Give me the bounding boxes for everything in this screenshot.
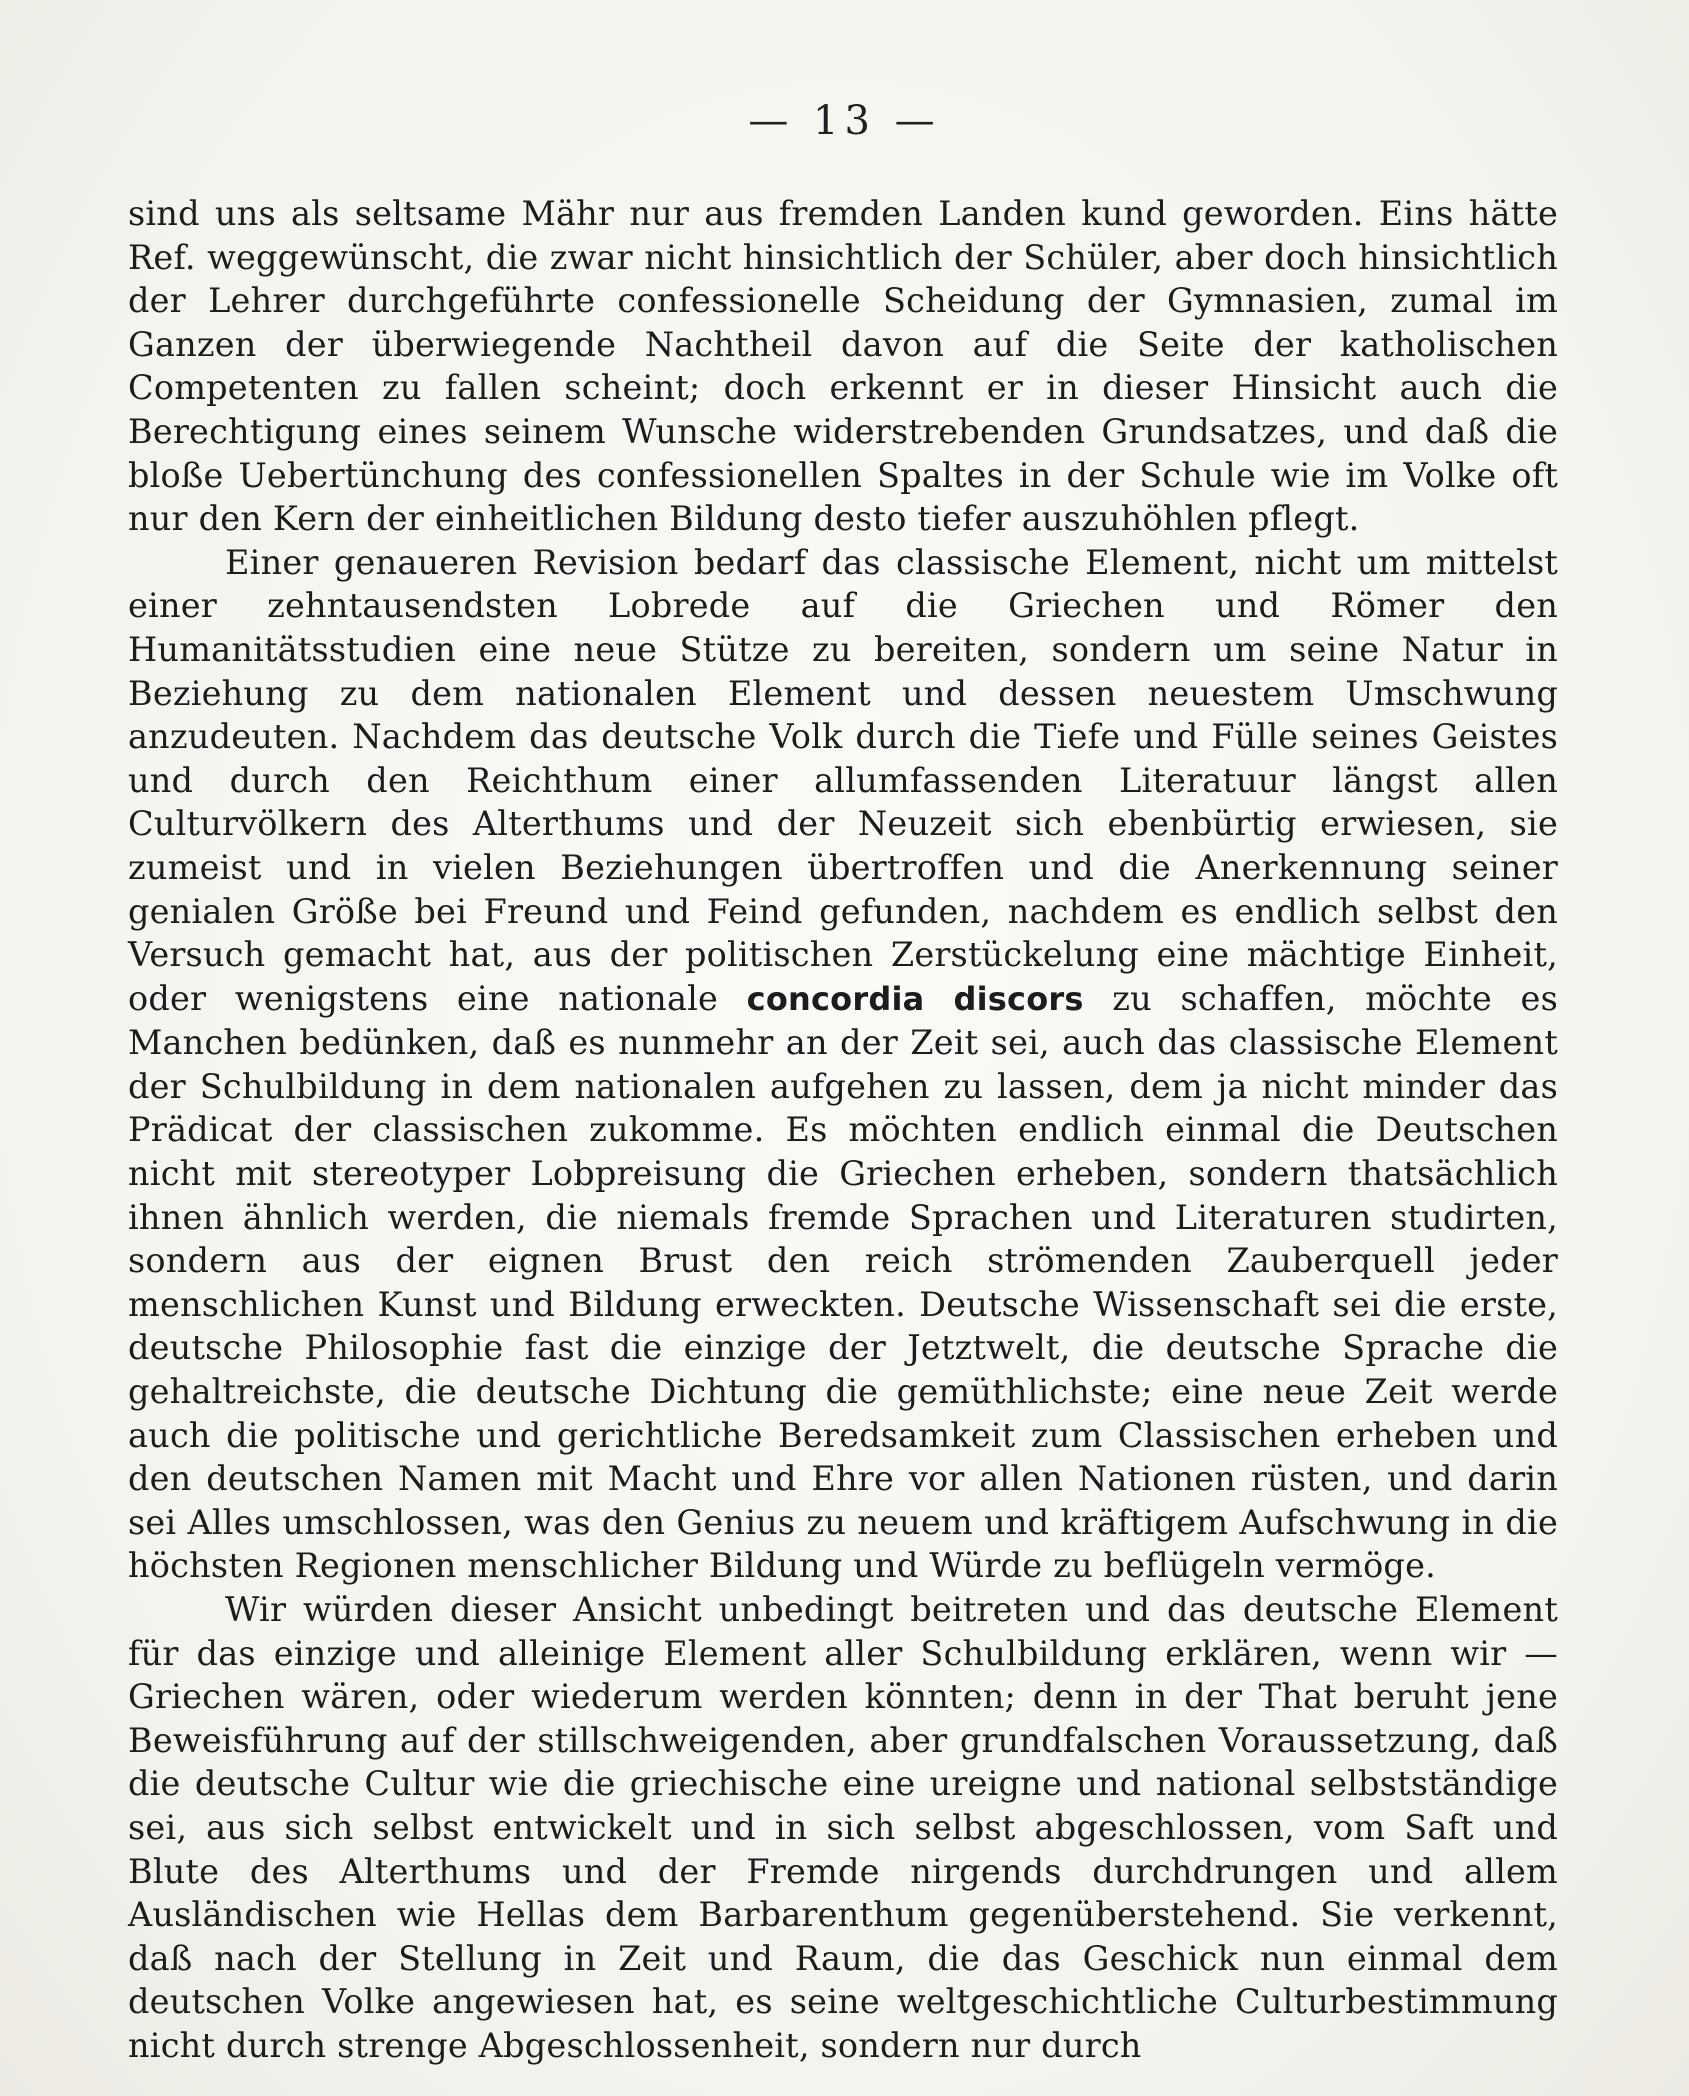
latin-phrase: concordia discors xyxy=(746,979,1084,1018)
body-text xyxy=(128,192,1558,2068)
paragraph-2-text-after: zu schaffen, möchte es Manchen bedünken, daß es nunmehr an der Zeit sei, auch das classische Element der Schulbildung in dem nationalen aufgehen zu lassen, dem ja nicht minder das Prädicat der classischen zukomme. Es möchten endlich einmal die Deutschen nicht mit stereotyper Lobpreisung die Griechen erheben, sondern thatsächlich ihnen ähnlich werden, die niemals fremde Sprachen und Literaturen studirten, sondern aus der eignen Brust den reich strömenden Zauberquell jeder menschlichen Kunst und Bildung erweckten. Deutsche Wissenschaft sei die erste, deutsche Philosophie fast die einzige der Jetztwelt, die deutsche Sprache die gehaltreichste, die deutsche Dichtung die gemüthlichste; eine neue Zeit werde auch die politische und gerichtliche Beredsamkeit zum Classischen erheben und den deutschen Namen mit Macht und Ehre vor allen Nationen rüsten, und darin sei Alles umschlossen, was den Genius zu neuem und kräftigem Aufschwung in die höchsten Regionen menschlicher Bildung und Würde zu beflügeln vermöge. xyxy=(128,978,1558,1586)
paragraph-3: Wir würden dieser Ansicht unbedingt beitreten und das deutsche Element für das einzige und alleinige Element aller Schulbildung erklären, wenn wir — Griechen wären, oder wiederum werden könnten; denn in der That beruht jene Beweisführung auf der stillschweigenden, aber grundfalschen Voraussetzung, daß die deutsche Cultur wie die griechische eine ureigne und national selbstständige sei, aus sich selbst entwickelt und in sich selbst abgeschlossen, vom Saft und Blute des Alterthums und der Fremde nirgends durchdrungen und allem Ausländischen wie Hellas dem Barbarenthum gegenüberstehend. Sie verkennt, daß nach der Stellung in Zeit und Raum, die das Geschick nun einmal dem deutschen Volke angewiesen hat, es seine weltgeschichtliche Culturbestimmung nicht durch strenge Abgeschlossenheit, sondern nur durch xyxy=(128,1590,1558,2065)
paragraph-2-text-before: Einer genaueren Revision bedarf das classische Element, nicht um mittelst einer zehntausendsten Lobrede auf die Griechen und Römer den Humanitätsstudien eine neue Stütze zu bereiten, sondern um seine Natur in Beziehung zu dem nationalen Element und dessen neuestem Umschwung anzudeuten. Nachdem das deutsche Volk durch die Tiefe und Fülle seines Geistes und durch den Reichthum einer allumfassenden Literatuur längst allen Culturvölkern des Alterthums und der Neuzeit sich ebenbürtig erwiesen, sie zumeist und in vielen Beziehungen übertroffen und die Anerkennung seiner genialen Größe bei Freund und Feind gefunden, nachdem es endlich selbst den Versuch gemacht hat, aus der politischen Zerstückelung eine mächtige Einheit, oder wenigstens eine nationale xyxy=(128,542,1558,1018)
paragraph-1: sind uns als seltsame Mähr nur aus fremden Landen kund geworden. Eins hätte Ref. weggewünscht, die zwar nicht hinsichtlich der Schüler, aber doch hinsichtlich der Lehrer durchgeführte confessionelle Scheidung der Gymnasien, zumal im Ganzen der überwiegende Nachtheil davon auf die Seite der katholischen Competenten zu fallen scheint; doch erkennt er in dieser Hinsicht auch die Berechtigung eines seinem Wunsche widerstrebenden Grundsatzes, und daß die bloße Uebertünchung des confessionellen Spaltes in der Schule wie im Volke oft nur den Kern der einheitlichen Bildung desto tiefer auszuhöhlen pflegt. xyxy=(128,194,1558,539)
page-number: — 13 — xyxy=(748,98,941,144)
paragraph-2 xyxy=(128,541,1558,1588)
